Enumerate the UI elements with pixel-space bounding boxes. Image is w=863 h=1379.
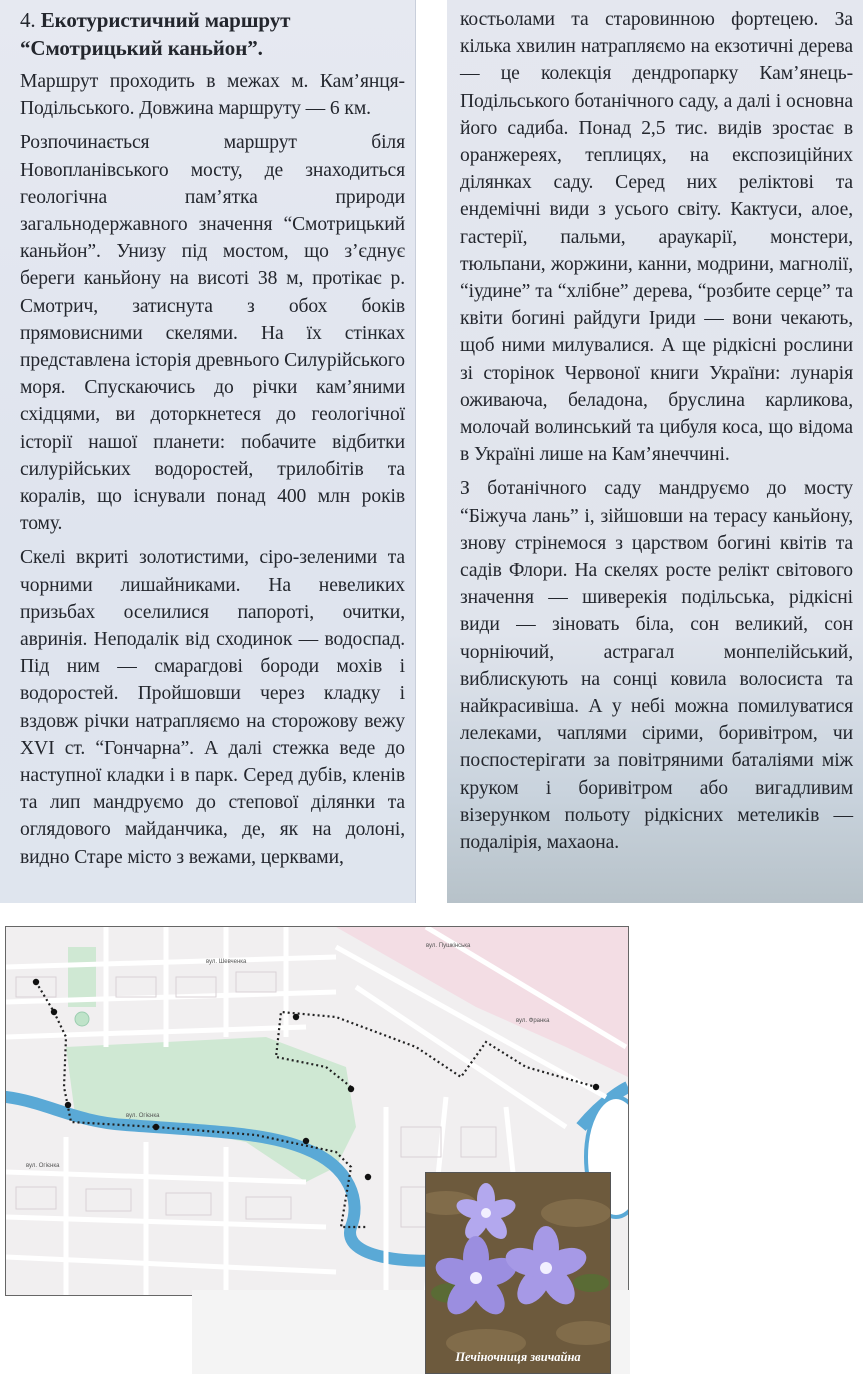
street-label: вул. Франка [516,1018,550,1024]
paragraph-route-info: Маршрут проходить в межах м. Кам’янця-Подільського. Довжина маршруту — 6 км. [20,71,405,120]
article-number: 4. [20,8,36,32]
paragraph-rocks: Скелі вкриті золотистими, сіро-зеленими та чорними лишайниками. На невеликих призьбах оселилися папороті, очитки, авринія. Неподалік від сходинок — водоспад. Під ним — смарагдові бороди мохів і водоростей. Пройшовши через кладку і вздовж річки натрапляємо на сторожову вежу XVI ст. “Гончарна”. А далі стежка веде до наступної кладки і в парк. Серед дубів, кленів та лип мандруємо до степової ділянки та оглядового майданчика, де, як на долоні, видно Старе місто з вежами, церквами, [20,547,405,868]
paragraph-botanical-garden: костьолами та старовинною фортецею. За кілька хвилин натрапляємо на екзотичні дерева — це колекція дендропарку Кам’янець-Подільського ботанічного саду, а далі і основна його садиба. Понад 2,5 тис. видів зростає в оранжереях, теплицях, на експозиційних ділянках саду. Серед них реліктові та ендемічні види з усього світу. Кактуси, алое, гастерії, пальми, араукарії, монстери, тюльпани, жоржини, канни, модрини, магнолії, “іудине” та “хлібне” дерева, “розбите серце” та квіти богині райдуги Іриди — вони чекають, щоб ними милувалися. А ще рідкісні рослини зі сторінок Червоної книги України: лунарія оживаюча, беладона, бруслина карликова, молочай волинський та цибуля коса, що відома в Україні лише на Кам’янеччині. [460,9,853,466]
right-column [460,6,853,856]
paragraph-canyon: Розпочинається маршрут біля Новопланівського мосту, де знаходиться геологічна пам’ятка природи загальнодержавного значення “Смотрицький каньйон”. Унизу під мостом, що з’єднує береги каньйону на висоті 38 м, протікає р. Смотрич, затиснута з обох боків прямовисними скелями. На їх стінках представлена історія древнього Силурійського моря. Спускаючись до річки кам’яними східцями, ви доторкнетеся до геологічної історії нашої планети: побачите відбитки силурійських водоростей, трилобітів та коралів, що існували понад 400 млн років тому. [20,132,405,535]
street-label: вул. Шевченка [206,959,247,965]
street-label: вул. Огієнка [126,1113,160,1119]
flower-illustration [426,1173,610,1373]
street-label: вул. Пушкінська [426,943,471,949]
photo-caption: Печіночниця звичайна [455,1350,581,1364]
article-heading [20,6,405,62]
article-title: Екотуристичний маршрут “Смотрицький каньйон”. [20,8,291,60]
paragraph-bridge: З ботанічного саду мандруємо до мосту “Біжуча лань” і, зійшовши на терасу каньйону, знову стрінемося з царством богині квітів та садів Флори. На скелях росте релікт світового значення — шиверекія подільська, рідкісні види — зіновать біла, сон великий, сон чорніючий, астрагал монпелійський, виблискують на сонці ковила волосиста та найкрасивіша. А у небі можна помилуватися лелеками, чаплями сірими, боривітром, чи поспостерігати за повітряними баталіями між круком і боривітром або вигадливим візерунком польоту рідкісних метеликів — подалірія, махаона. [460,478,853,854]
street-label: вул. Огієнка [26,1163,60,1169]
flower-photo [425,1172,611,1374]
map-pond [75,1012,89,1026]
column-gutter [416,0,447,903]
left-column [20,6,405,871]
